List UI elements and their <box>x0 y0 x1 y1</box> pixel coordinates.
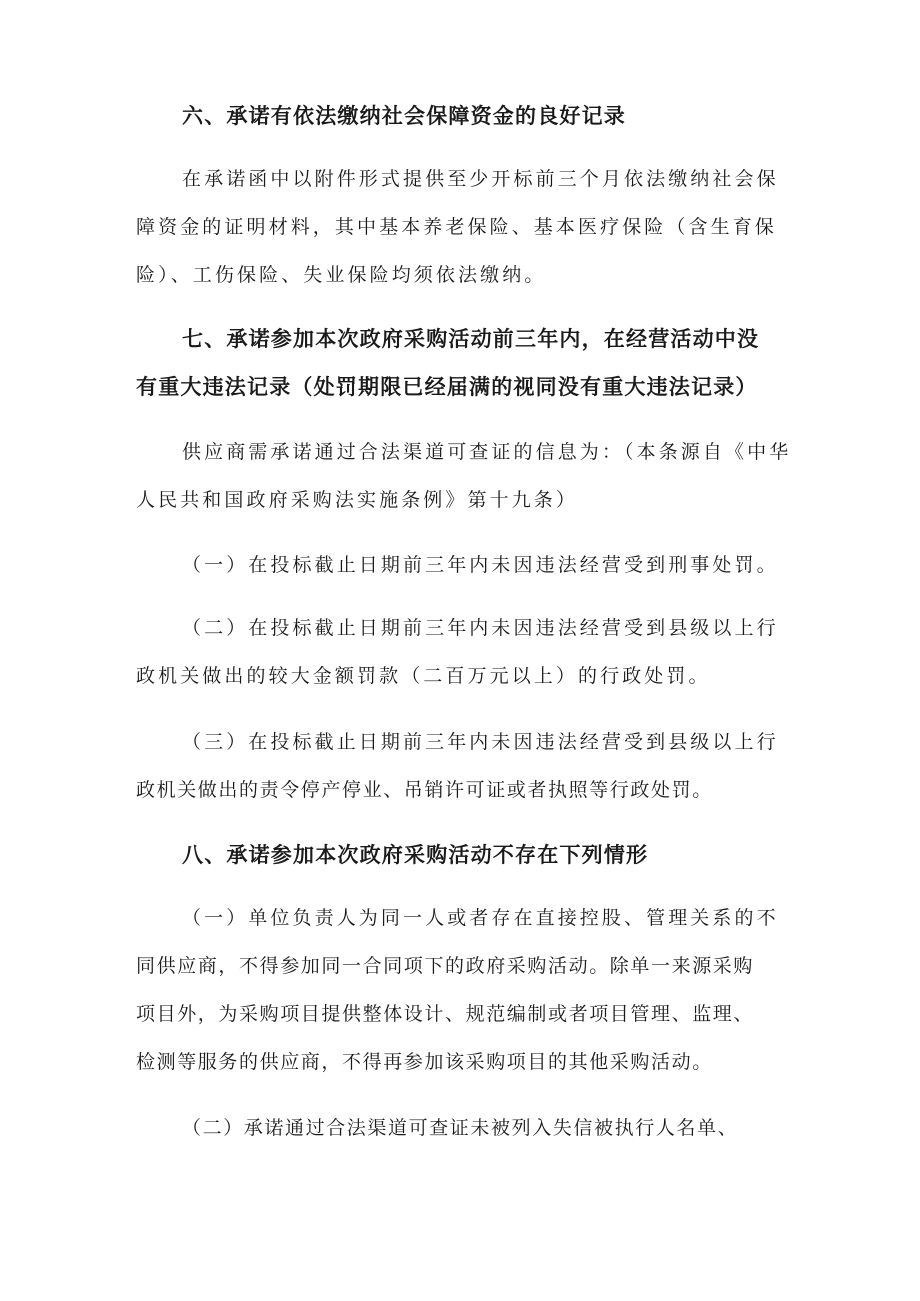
section-7-item-3 <box>136 718 786 814</box>
section-8-heading-line: 八、承诺参加本次政府采购活动不存在下列情形 <box>182 843 649 867</box>
section-6-body-line-3: 险）、工伤保险、失业保险均须依法缴纳。 <box>136 264 547 286</box>
section-6-body <box>136 155 786 299</box>
section-8-item-1 <box>136 894 786 1086</box>
section-6-body-line-1: 在承诺函中以附件形式提供至少开标前三个月依法缴纳社会保 <box>182 168 779 190</box>
section-7-intro-line-2: 人民共和国政府采购法实施条例》第十九条） <box>136 489 579 511</box>
section-7-item-3-line-1: （三）在投标截止日期前三年内未因违法经营受到县级以上行 <box>182 731 779 753</box>
section-8-item-1-line-2: 同供应商，不得参加同一合同项下的政府采购活动。除单一来源采购 <box>136 955 755 977</box>
section-8-item-2 <box>136 1104 786 1152</box>
section-8-item-1-line-1: （一）单位负责人为同一人或者存在直接控股、管理关系的不 <box>182 907 779 929</box>
section-8-item-2-line-1: （二）承诺通过合法渠道可查证未被列入失信被执行人名单、 <box>182 1117 739 1139</box>
section-7-item-1 <box>136 541 786 589</box>
section-8-item-1-line-4: 检测等服务的供应商，不得再参加该采购项目的其他采购活动。 <box>136 1051 713 1073</box>
section-8-heading <box>136 831 786 879</box>
section-8-item-1-line-3: 项目外，为采购项目提供整体设计、规范编制或者项目管理、监理、 <box>136 1003 755 1025</box>
section-7-heading-line-2: 有重大违法记录（处罚期限已经届满的视同没有重大违法记录） <box>136 375 758 399</box>
section-7-item-2-line-1: （二）在投标截止日期前三年内未因违法经营受到县级以上行 <box>182 617 779 639</box>
section-6-body-line-2: 障资金的证明材料，其中基本养老保险、基本医疗保险（含生育保 <box>136 216 777 238</box>
section-7-item-1-line-1: （一）在投标截止日期前三年内未因违法经营受到刑事处罚。 <box>182 554 779 576</box>
section-7-intro-line-1: 供应商需承诺通过合法渠道可查证的信息为：（本条源自《中华 <box>182 441 792 463</box>
section-7-item-3-line-2: 政机关做出的责令停产停业、吊销许可证或者执照等行政处罚。 <box>136 779 713 801</box>
section-7-heading <box>136 315 786 411</box>
section-7-heading-line-1: 七、承诺参加本次政府采购活动前三年内，在经营活动中没 <box>182 327 760 351</box>
section-7-item-2 <box>136 604 786 700</box>
section-6-heading-line: 六、承诺有依法缴纳社会保障资金的良好记录 <box>182 104 626 128</box>
section-7-item-2-line-2: 政机关做出的较大金额罚款（二百万元以上）的行政处罚。 <box>136 665 711 687</box>
section-7-intro <box>136 428 792 524</box>
section-6-heading <box>136 92 786 140</box>
